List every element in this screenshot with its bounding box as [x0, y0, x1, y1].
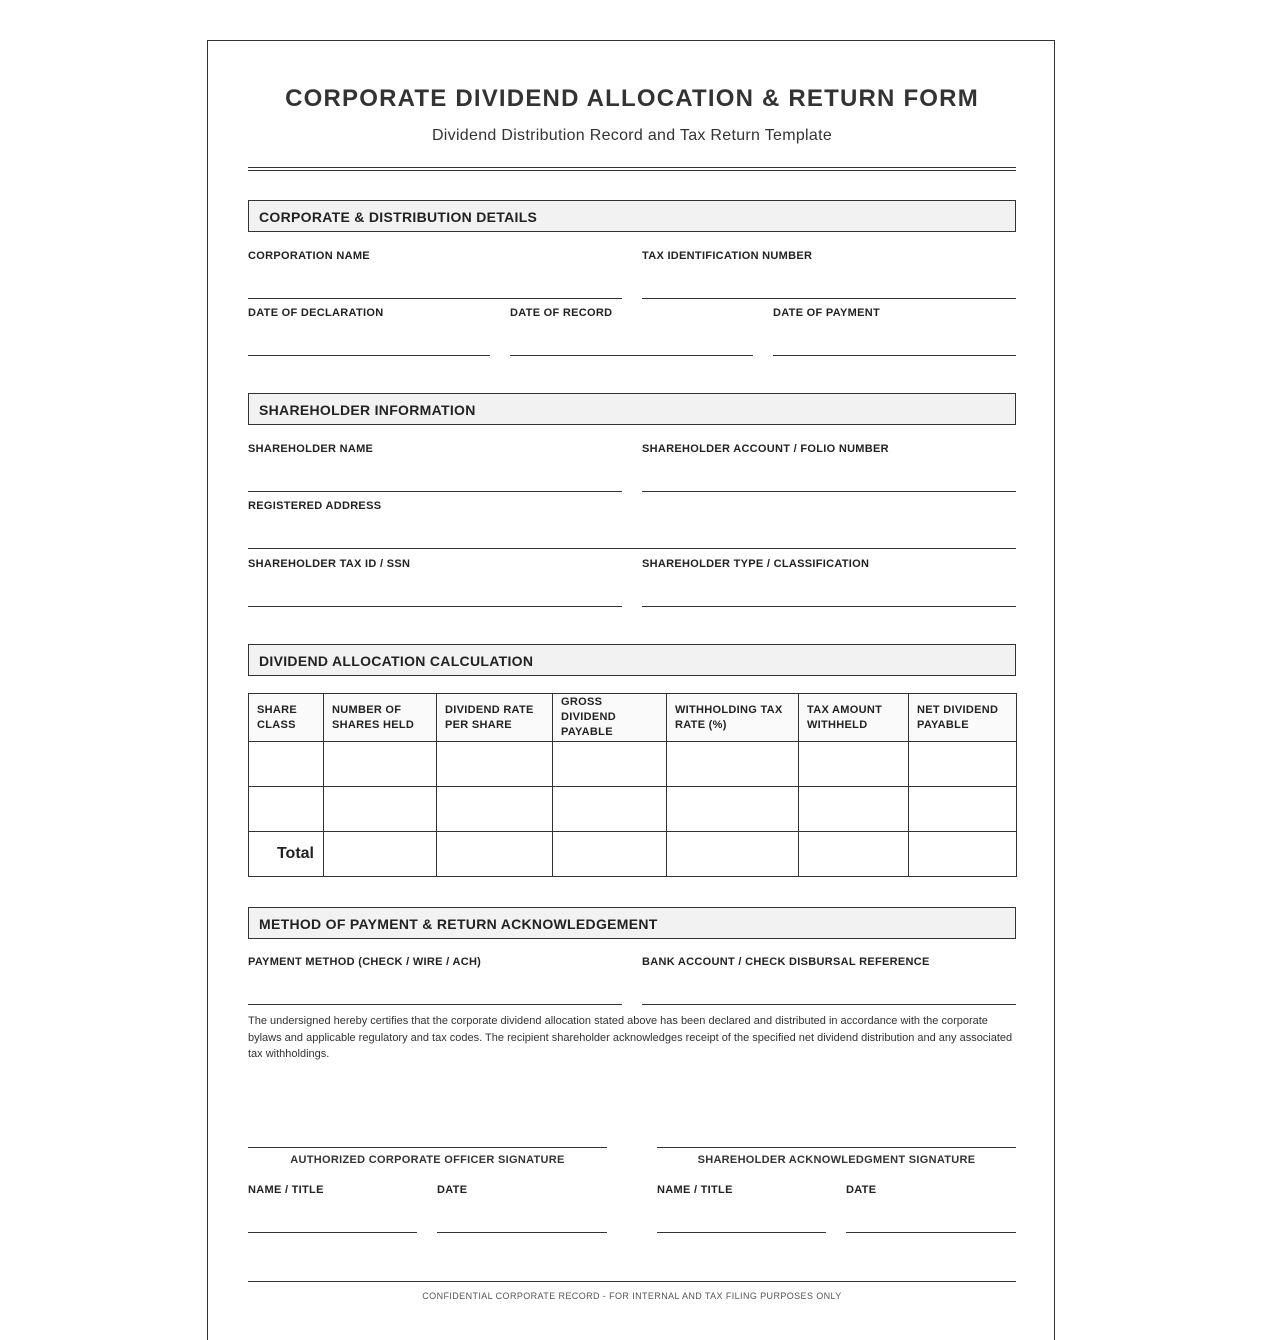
date-record-label: DATE OF RECORD — [510, 307, 613, 319]
shareholder-name-title-label: NAME / TITLE — [657, 1184, 733, 1196]
table-cell[interactable] — [799, 742, 909, 787]
bank-reference-label: BANK ACCOUNT / CHECK DISBURSAL REFERENCE — [642, 956, 930, 968]
column-header-share-class: SHARE CLASS — [249, 694, 324, 742]
total-label: Total — [249, 832, 324, 877]
table-cell[interactable] — [799, 832, 909, 877]
shareholder-account-field — [642, 443, 1016, 455]
section-shareholder-info: SHAREHOLDER INFORMATION — [248, 393, 1016, 425]
table-cell[interactable] — [324, 787, 437, 832]
form-title: CORPORATE DIVIDEND ALLOCATION & RETURN FORM — [285, 85, 979, 112]
table-cell[interactable] — [667, 742, 799, 787]
officer-name-title-field — [248, 1184, 417, 1196]
section-payment-method: METHOD OF PAYMENT & RETURN ACKNOWLEDGEMENT — [248, 907, 1016, 939]
table-total-row — [249, 832, 1017, 877]
bank-reference-field — [642, 956, 1016, 968]
table-cell[interactable] — [437, 832, 553, 877]
payment-method-field — [248, 956, 622, 968]
tax-id-field — [642, 250, 1016, 262]
certification-text: The undersigned hereby certifies that the corporate dividend allocation stated above has been declared and distributed in accordance with the corporate bylaws and applicable regulatory and tax codes. The recipient shareholder acknowledges receipt of the specified net dividend distribution and any associated tax withholdings. — [248, 1015, 1013, 1060]
table-row — [249, 787, 1017, 832]
date-declaration-field — [248, 307, 490, 319]
shareholder-account-label: SHAREHOLDER ACCOUNT / FOLIO NUMBER — [642, 443, 889, 455]
table-cell[interactable] — [249, 787, 324, 832]
officer-signature-label: AUTHORIZED CORPORATE OFFICER SIGNATURE — [290, 1154, 565, 1166]
tax-id-input[interactable] — [642, 278, 1016, 299]
table-cell[interactable] — [667, 832, 799, 877]
officer-date-label: DATE — [437, 1184, 468, 1196]
table-cell[interactable] — [667, 787, 799, 832]
table-cell[interactable] — [553, 832, 667, 877]
shareholder-name-input[interactable] — [248, 471, 622, 492]
column-header-withholding-rate: WITHHOLDING TAX RATE (%) — [667, 694, 799, 742]
shareholder-type-label: SHAREHOLDER TYPE / CLASSIFICATION — [642, 558, 870, 570]
table-header-row — [249, 694, 1017, 742]
header-divider — [248, 167, 1016, 171]
table-cell[interactable] — [553, 742, 667, 787]
table-cell[interactable] — [553, 787, 667, 832]
shareholder-tax-id-label: SHAREHOLDER TAX ID / SSN — [248, 558, 411, 570]
table-cell[interactable] — [909, 742, 1017, 787]
table-cell[interactable] — [324, 742, 437, 787]
shareholder-tax-id-field — [248, 558, 622, 570]
shareholder-name-title-field — [657, 1184, 826, 1196]
column-header-dividend-rate: DIVIDEND RATE PER SHARE — [437, 694, 553, 742]
date-payment-field — [773, 307, 1016, 319]
shareholder-name-field — [248, 443, 622, 455]
corporation-name-input[interactable] — [248, 278, 622, 299]
payment-method-input[interactable] — [248, 984, 622, 1005]
footer-text: CONFIDENTIAL CORPORATE RECORD - FOR INTERNAL AND TAX FILING PURPOSES ONLY — [422, 1291, 842, 1301]
officer-date-input[interactable] — [437, 1212, 607, 1233]
officer-name-title-input[interactable] — [248, 1212, 417, 1233]
tax-id-label: TAX IDENTIFICATION NUMBER — [642, 250, 813, 262]
shareholder-signature-label: SHAREHOLDER ACKNOWLEDGMENT SIGNATURE — [697, 1154, 976, 1166]
column-header-shares-held: NUMBER OF SHARES HELD — [324, 694, 437, 742]
shareholder-signature-line[interactable] — [657, 1147, 1016, 1148]
section-dividend-calculation: DIVIDEND ALLOCATION CALCULATION — [248, 644, 1016, 676]
corporation-name-label: CORPORATION NAME — [248, 250, 370, 262]
registered-address-label: REGISTERED ADDRESS — [248, 500, 382, 512]
payment-method-label: PAYMENT METHOD (CHECK / WIRE / ACH) — [248, 956, 482, 968]
shareholder-name-title-input[interactable] — [657, 1212, 826, 1233]
shareholder-type-field — [642, 558, 1016, 570]
date-record-field — [510, 307, 753, 319]
shareholder-date-field — [846, 1184, 1016, 1196]
shareholder-date-label: DATE — [846, 1184, 877, 1196]
registered-address-input[interactable] — [248, 528, 1016, 549]
table-cell[interactable] — [799, 787, 909, 832]
table-cell[interactable] — [437, 742, 553, 787]
column-header-net-dividend: NET DIVIDEND PAYABLE — [909, 694, 1017, 742]
section-corporate-details: CORPORATE & DISTRIBUTION DETAILS — [248, 200, 1016, 232]
shareholder-type-input[interactable] — [642, 586, 1016, 607]
column-header-tax-withheld: TAX AMOUNT WITHHELD — [799, 694, 909, 742]
date-record-input[interactable] — [510, 335, 753, 356]
table-cell[interactable] — [437, 787, 553, 832]
table-cell[interactable] — [324, 832, 437, 877]
date-declaration-input[interactable] — [248, 335, 490, 356]
officer-signature-line[interactable] — [248, 1147, 607, 1148]
table-row — [249, 742, 1017, 787]
bank-reference-input[interactable] — [642, 984, 1016, 1005]
shareholder-account-input[interactable] — [642, 471, 1016, 492]
form-subtitle: Dividend Distribution Record and Tax Return Template — [431, 127, 833, 144]
date-payment-label: DATE OF PAYMENT — [773, 307, 880, 319]
footer-divider — [248, 1281, 1016, 1282]
registered-address-field — [248, 500, 1016, 512]
table-cell[interactable] — [909, 832, 1017, 877]
shareholder-name-label: SHAREHOLDER NAME — [248, 443, 374, 455]
dividend-calculation-table — [248, 693, 1017, 877]
date-declaration-label: DATE OF DECLARATION — [248, 307, 384, 319]
shareholder-date-input[interactable] — [846, 1212, 1016, 1233]
officer-name-title-label: NAME / TITLE — [248, 1184, 324, 1196]
corporation-name-field — [248, 250, 622, 262]
date-payment-input[interactable] — [773, 335, 1016, 356]
table-cell[interactable] — [909, 787, 1017, 832]
form-page — [207, 40, 1055, 1340]
shareholder-tax-id-input[interactable] — [248, 586, 622, 607]
table-cell[interactable] — [249, 742, 324, 787]
column-header-gross-dividend: GROSS DIVIDEND PAYABLE — [553, 694, 667, 742]
officer-date-field — [437, 1184, 607, 1196]
